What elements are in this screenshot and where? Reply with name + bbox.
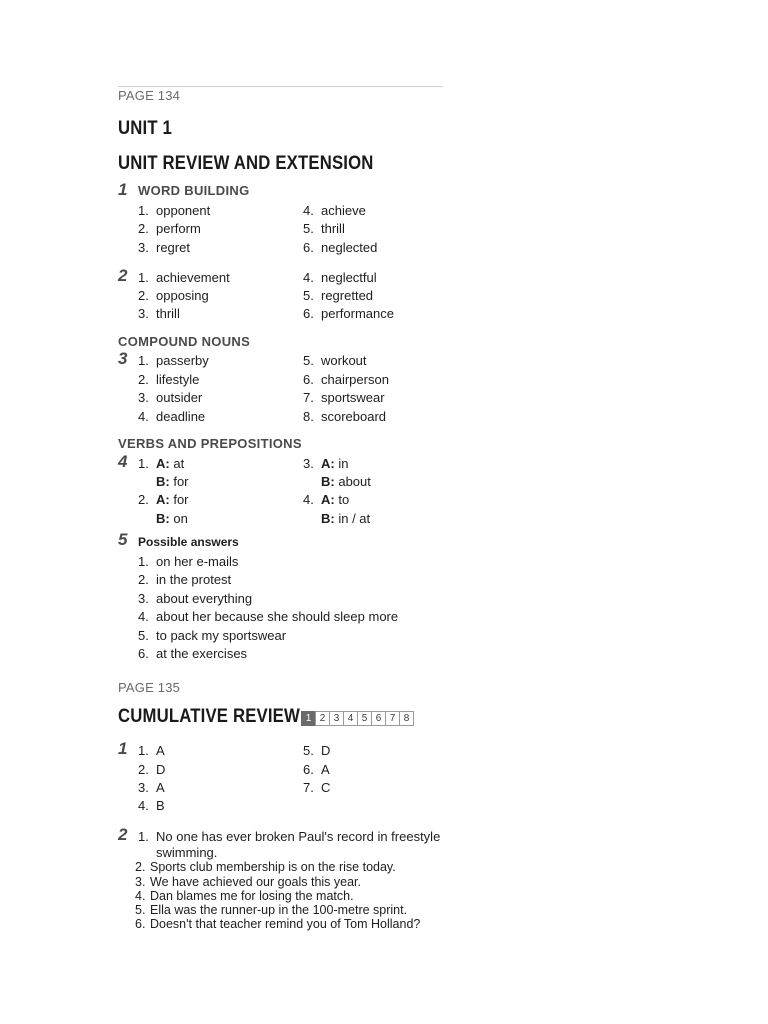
list-item: 2. D [138, 762, 166, 777]
list-item: 6. neglected [303, 240, 378, 255]
list-item: 4. B [138, 798, 165, 813]
exercise-number-2: 2 [118, 266, 128, 285]
unit-box-4: 4 [343, 711, 358, 726]
list-item: B: on [156, 511, 188, 526]
unit-box-3: 3 [329, 711, 344, 726]
unit-title: UNIT 1 [118, 118, 173, 139]
unit-box-6: 6 [371, 711, 386, 726]
list-item: 5. to pack my sportswear [138, 628, 287, 643]
list-item: 4. deadline [138, 409, 206, 424]
exercise-number-5: 5 [118, 530, 128, 549]
page-label-134: PAGE 134 [118, 88, 181, 103]
list-item: 4. neglectful [303, 270, 377, 285]
list-item: 2. perform [138, 221, 201, 236]
list-item: 5. regretted [303, 288, 374, 303]
list-item: 1. opponent [138, 203, 211, 218]
exercise-number-4: 4 [118, 452, 128, 471]
unit-progress-boxes [301, 711, 413, 726]
unit-box-7: 7 [385, 711, 400, 726]
word-building-heading: WORD BUILDING [138, 183, 250, 198]
list-item: B: in / at [321, 511, 371, 526]
header-rule [118, 86, 443, 87]
list-item: 5. thrill [303, 221, 345, 236]
possible-answers-label: Possible answers [138, 535, 239, 549]
cumulative-review-title: CUMULATIVE REVIEW [118, 706, 300, 727]
unit-box-5: 5 [357, 711, 372, 726]
list-item: 6. performance [303, 306, 394, 321]
exercise-number-3: 3 [118, 349, 128, 368]
unit-box-1: 1 [301, 711, 316, 726]
list-item: B: for [156, 474, 189, 489]
list-item: 5. D [303, 743, 331, 758]
list-item: 4. Dan blames me for losing the match. [135, 889, 354, 903]
list-item: 6. Doesn't that teacher remind you of Tom Holland? [135, 917, 421, 931]
list-item: 3. about everything [138, 591, 253, 606]
list-item: 1. No one has ever broken Paul's record in freestyle [138, 829, 441, 844]
list-item: 7. C [303, 780, 331, 795]
list-item: 2. opposing [138, 288, 209, 303]
compound-nouns-heading: COMPOUND NOUNS [118, 334, 251, 349]
list-item: 3. thrill [138, 306, 180, 321]
cumulative-exercise-number-2: 2 [118, 825, 128, 844]
list-item: 4. about her because she should sleep more [138, 609, 399, 624]
exercise-number-1: 1 [118, 180, 128, 199]
list-item: 1. A [138, 743, 165, 758]
list-item: 2. Sports club membership is on the rise today. [135, 860, 396, 874]
list-item: 3. outsider [138, 390, 203, 405]
list-item: 2. in the protest [138, 572, 232, 587]
list-item: 3. regret [138, 240, 190, 255]
list-item: 1. on her e-mails [138, 554, 239, 569]
unit-box-2: 2 [315, 711, 330, 726]
page-label-135: PAGE 135 [118, 680, 181, 695]
list-item: 3. We have achieved our goals this year. [135, 875, 362, 889]
list-item: 5. workout [303, 353, 367, 368]
list-item: 2. A: for [138, 492, 189, 507]
list-item: 6. chairperson [303, 372, 389, 387]
list-item: 4. A: to [303, 492, 350, 507]
list-item: 1. passerby [138, 353, 209, 368]
cumulative-exercise-number-1: 1 [118, 739, 128, 758]
list-item: 6. A [303, 762, 330, 777]
list-item: 2. lifestyle [138, 372, 200, 387]
list-item: 4. achieve [303, 203, 366, 218]
list-item: 3. A [138, 780, 165, 795]
verbs-prepositions-heading: VERBS AND PREPOSITIONS [118, 436, 302, 451]
list-item: 3. A: in [303, 456, 349, 471]
list-item: B: about [321, 474, 371, 489]
list-item-continuation: swimming. [156, 845, 218, 860]
list-item: 8. scoreboard [303, 409, 387, 424]
list-item: 1. achievement [138, 270, 230, 285]
list-item: 5. Ella was the runner-up in the 100-metre sprint. [135, 903, 408, 917]
section-title: UNIT REVIEW AND EXTENSION [118, 153, 374, 174]
list-item: 1. A: at [138, 456, 185, 471]
unit-box-8: 8 [399, 711, 414, 726]
list-item: 7. sportswear [303, 390, 385, 405]
list-item: 6. at the exercises [138, 646, 248, 661]
